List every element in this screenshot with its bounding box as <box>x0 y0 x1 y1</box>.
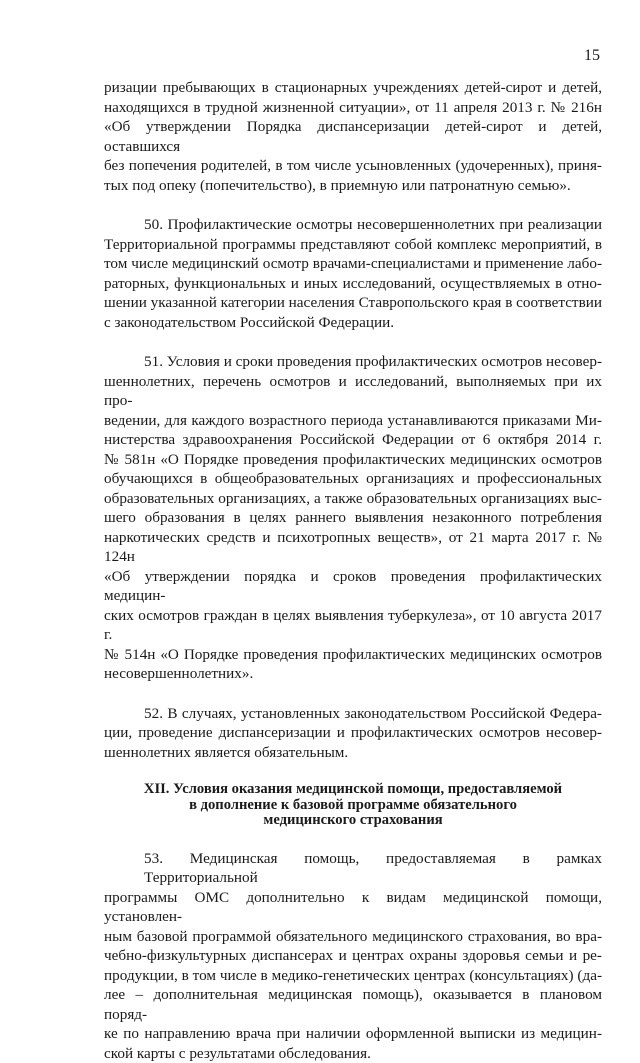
text-line: № 514н «О Порядке проведения профилактических медицинских осмотров <box>104 645 602 665</box>
text-line: программы ОМС дополнительно к видам медицинской помощи, установлен- <box>104 888 602 927</box>
text-line: 51. Условия и сроки проведения профилактических осмотров несовер- <box>104 352 602 372</box>
paragraph-53 <box>104 849 602 1063</box>
text-line: Территориальной программы представляют собой комплекс мероприятий, в <box>104 235 602 255</box>
heading-line: медицинского страхования <box>104 813 602 829</box>
text-line: шего образования в целях раннего выявления незаконного потребления <box>104 508 602 528</box>
text-line: без попечения родителей, в том числе усыновленных (удочеренных), приня- <box>104 156 602 176</box>
text-line: том числе медицинский осмотр врачами-специалистами и применение лабо- <box>104 254 602 274</box>
text-line: обучающихся в общеобразовательных организациях и профессиональных <box>104 469 602 489</box>
text-line: наркотических средств и психотропных веществ», от 21 марта 2017 г. № 124н <box>104 528 602 567</box>
text-line: ских осмотров граждан в целях выявления туберкулеза», от 10 августа 2017 г. <box>104 606 602 645</box>
text-line: № 581н «О Порядке проведения профилактических медицинских осмотров <box>104 450 602 470</box>
paragraph-50 <box>104 215 602 332</box>
heading-line: в дополнение к базовой программе обязательного <box>104 798 602 814</box>
heading-line: XII. Условия оказания медицинской помощи, предоставляемой <box>104 782 602 798</box>
paragraph-49-continuation <box>104 78 602 195</box>
text-line: ведении, для каждого возрастного периода устанавливаются приказами Ми- <box>104 411 602 431</box>
paragraph-52 <box>104 704 602 763</box>
text-line: 50. Профилактические осмотры несовершеннолетних при реализации <box>104 215 602 235</box>
text-line: ской карты с результатами обследования. <box>104 1044 602 1063</box>
text-line: тых под опеку (попечительство), в приемную или патронатную семью». <box>104 176 602 196</box>
document-body <box>104 78 602 1063</box>
section-heading <box>104 782 602 829</box>
text-line: шеннолетних, перечень осмотров и исследований, выполняемых при их про- <box>104 372 602 411</box>
text-line: находящихся в трудной жизненной ситуации», от 11 апреля 2013 г. № 216н <box>104 98 602 118</box>
text-line: с законодательством Российской Федерации. <box>104 313 602 333</box>
text-line: чебно-физкультурных диспансерах и центрах охраны здоровья семьи и ре- <box>104 946 602 966</box>
text-line: раторных, функциональных и иных исследований, осуществляемых в отно- <box>104 274 602 294</box>
text-line: «Об утверждении Порядка диспансеризации детей-сирот и детей, оставшихся <box>104 117 602 156</box>
text-line: «Об утверждении порядка и сроков проведения профилактических медицин- <box>104 567 602 606</box>
text-line: 53. Медицинская помощь, предоставляемая в рамках Территориальной <box>104 849 602 888</box>
text-line: ризации пребывающих в стационарных учреждениях детей-сирот и детей, <box>104 78 602 98</box>
text-line: 52. В случаях, установленных законодательством Российской Федера- <box>104 704 602 724</box>
text-line: шеннолетних является обязательным. <box>104 743 602 763</box>
text-line: лее – дополнительная медицинская помощь), оказывается в плановом поряд- <box>104 985 602 1024</box>
text-line: ции, проведение диспансеризации и профилактических осмотров несовер- <box>104 723 602 743</box>
text-line: шении указанной категории населения Ставропольского края в соответствии <box>104 293 602 313</box>
page-number: 15 <box>584 47 600 65</box>
text-line: продукции, в том числе в медико-генетических центрах (консультациях) (да- <box>104 966 602 986</box>
text-line: нистерства здравоохранения Российской Федерации от 6 октября 2014 г. <box>104 430 602 450</box>
text-line: ным базовой программой обязательного медицинского страхования, во вра- <box>104 927 602 947</box>
text-line: несовершеннолетних». <box>104 664 602 684</box>
text-line: ке по направлению врача при наличии оформленной выписки из медицин- <box>104 1024 602 1044</box>
paragraph-51 <box>104 352 602 684</box>
text-line: образовательных организациях, а также образовательных организациях выс- <box>104 489 602 509</box>
